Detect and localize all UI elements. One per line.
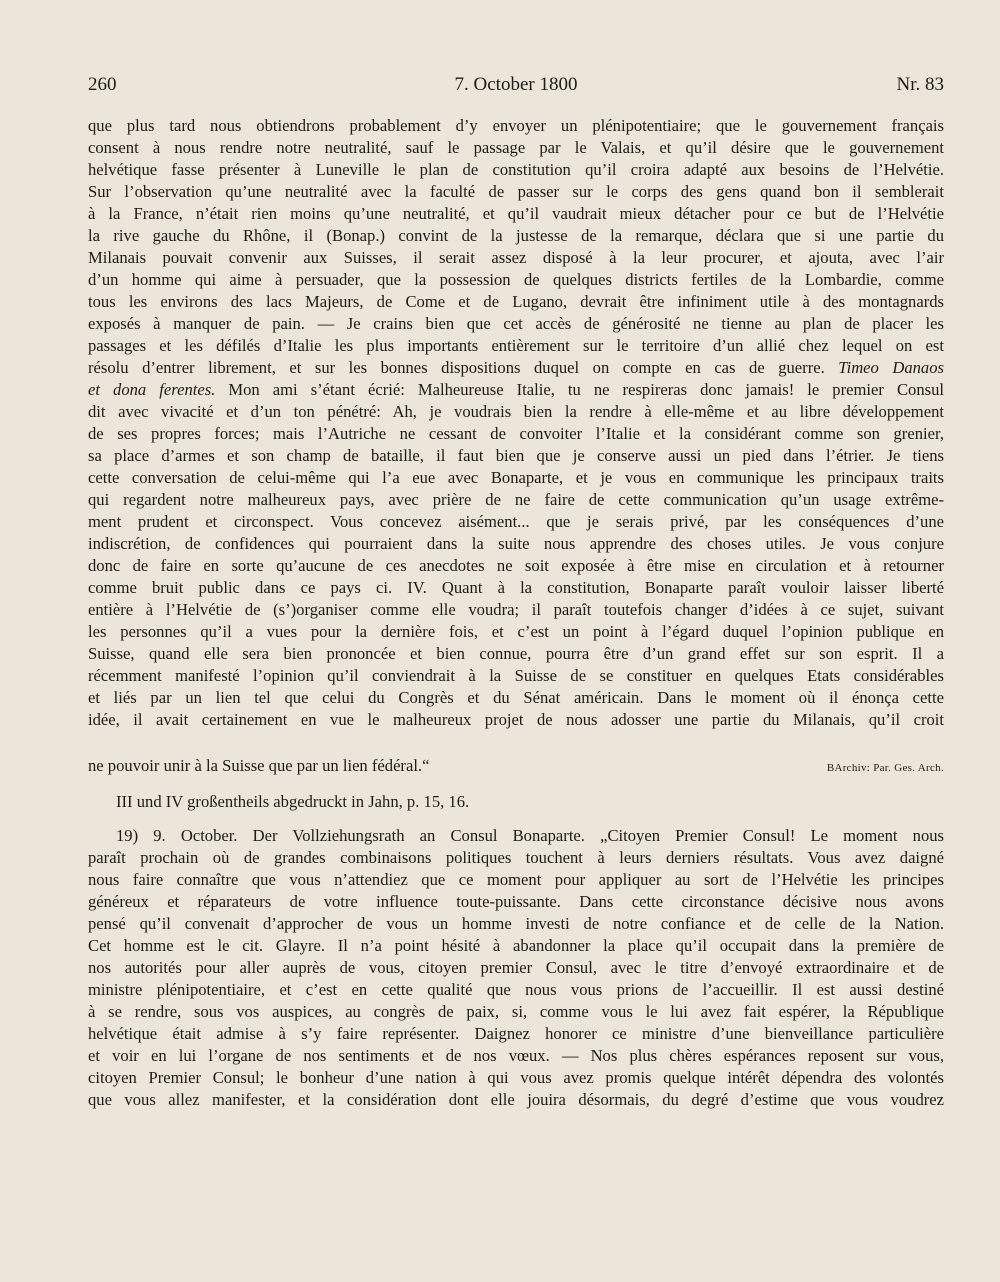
text-line: tous les environs des lacs Majeurs, de Come et de Lugano, devrait être infiniment utile à des montagnards	[88, 292, 944, 311]
running-header	[88, 74, 944, 102]
text-line: nos autorités pour aller auprès de vous, citoyen premier Consul, avec le titre d’envoyé extraordinaire et de	[88, 958, 944, 977]
text-line: idée, il avait certainement en vue le malheureux projet de nous adosser une partie du Milanais, qu’il croit	[88, 710, 944, 729]
text-line: nous faire connaître que vous n’attendiez que ce moment pour appliquer au sort de l’Helvétie les principes	[88, 870, 944, 889]
text-line-with-quote	[88, 379, 944, 401]
latin-quote-part-1: Timeo Danaos	[838, 358, 944, 377]
text-line: les personnes qu’il a vues pour la dernière fois, et c’est un point à l’égard duquel l’opinion publique en	[88, 622, 944, 641]
text-line: la rive gauche du Rhône, il (Bonap.) convint de la justesse de la remarque, déclara que si une partie du	[88, 226, 944, 245]
latin-quote-part-2: et dona ferentes.	[88, 380, 216, 399]
text-line: à se rendre, sous vos auspices, au congrès de paix, si, comme vous le lui avez fait espérer, la République	[88, 1002, 944, 1021]
archive-reference: BArchiv: Par. Ges. Arch.	[826, 762, 944, 774]
page-number: 260	[88, 74, 117, 95]
text-line: paraît prochain où de grandes combinaisons politiques touchent à leurs derniers résultats. Vous avez daigné	[88, 848, 944, 867]
text-line: Cet homme est le cit. Glayre. Il n’a point hésité à abandonner la place qu’il occupait dans la première de	[88, 936, 944, 955]
text-line: donc de faire en sorte qu’aucune de ces anecdotes ne soit exposée à être mise en circulation et à retourner	[88, 556, 944, 575]
text-line: helvétique était admise à s’y faire représenter. Daignez honorer ce ministre d’une bienveillance particulière	[88, 1024, 944, 1043]
text-line: pensé qu’il convenait d’approcher de vous un homme investi de notre confiance et de celle de la Nation.	[88, 914, 944, 933]
text-line: à la France, n’était rien moins qu’une neutralité, et qu’il vaudrait mieux détacher pour ce but de l’Helvétie	[88, 204, 944, 223]
text-line: ment prudent et circonspect. Vous concevez aisément... que je serais privé, par les conséquences d’une	[88, 512, 944, 531]
text-line: dit avec vivacité et d’un ton pénétré: Ah, je voudrais bien la rendre à elle-même et au libre développement	[88, 402, 944, 421]
text-line: entière à l’Helvétie de (s’)organiser comme elle voudra; il paraît toutefois changer d’idées à ce sujet, suivant	[88, 600, 944, 619]
text-line: consent à nous rendre notre neutralité, sauf le passage par le Valais, et qu’il désire que le gouvernement	[88, 138, 944, 157]
editorial-note: III und IV großentheils abgedruckt in Jahn, p. 15, 16.	[116, 792, 470, 811]
text-line: comme bruit public dans ce pays ci. IV. Quant à la constitution, Bonaparte paraît vouloir laisser liberté	[88, 578, 944, 597]
text-line: passages et les défilés d’Italie les plus importants entièrement sur le territoire d’un allié chez lequel on est	[88, 336, 944, 355]
text-line: ministre plénipotentiaire, et c’est en cette qualité que nous vous prions de l’accueillir. Il est aussi destiné	[88, 980, 944, 999]
text-line-rest: Mon ami s’étant écrié: Malheureuse Italie, tu ne respireras donc jamais! le premier Consul	[228, 380, 944, 399]
text-line: d’un homme qui aime à persuader, que la possession de quelques districts fertiles de la Lombardie, comme	[88, 270, 944, 289]
text-line: que plus tard nous obtiendrons probablement d’y envoyer un plénipotentiaire; que le gouvernement français	[88, 116, 944, 135]
text-line: qui regardent notre malheureux pays, avec prière de ne faire de cette communication qu’un usage extrême-	[88, 490, 944, 509]
text-line: sa place d’armes et son champ de bataille, il faut bien que je conserve aussi un pied dans l’étrier. Je tiens	[88, 446, 944, 465]
text-line-final: ne pouvoir unir à la Suisse que par un lien fédéral.“	[88, 756, 430, 775]
text-line: et voir en lui l’organe de nos sentiments et de nos vœux. — Nos plus chères espérances reposent sur vous,	[88, 1046, 944, 1065]
text-line-start: résolu d’entrer librement, et sur les bonnes dispositions duquel on compte en cas de guerre.	[88, 358, 825, 377]
text-line: cette conversation de celui-même qui l’a eue avec Bonaparte, et je vous en communique les principaux traits	[88, 468, 944, 487]
text-line: Suisse, quand elle sera bien prononcée et bien connue, pourra être d’un grand effet sur son esprit. Il a	[88, 644, 944, 663]
text-line: que vous allez manifester, et la considération dont elle jouira désormais, du degré d’estime que vous voudrez	[88, 1090, 944, 1109]
text-line-with-quote	[88, 357, 944, 379]
text-line: et liés par un lien tel que celui du Congrès et du Sénat américain. Dans le moment où il énonça cette	[88, 688, 944, 707]
entry-heading-line: 19) 9. October. Der Vollziehungsrath an Consul Bonaparte. „Citoyen Premier Consul! Le moment nous	[116, 826, 944, 845]
document-number: Nr. 83	[896, 74, 944, 95]
text-line: exposés à manquer de pain. — Je crains bien que cet accès de générosité ne tienne au plan de placer les	[88, 314, 944, 333]
text-line: récemment manifesté l’opinion qu’il conviendrait à la Suisse de se constituer en quelques Etats considérables	[88, 666, 944, 685]
text-line: citoyen Premier Consul; le bonheur d’une nation à qui vous avez promis quelque intérêt dépendra des volontés	[88, 1068, 944, 1087]
text-line: généreux et réparateurs de votre influence toute-puissante. Dans cette circonstance décisive nous avons	[88, 892, 944, 911]
text-line: Sur l’observation qu’une neutralité avec la faculté de passer sur le corps des gens quand bon il semblerait	[88, 182, 944, 201]
header-date: 7. October 1800	[454, 74, 578, 95]
text-line: indiscrétion, de confidences qui pourraient dans la suite nous apprendre des choses utiles. Je vous conjure	[88, 534, 944, 553]
text-line: helvétique fasse présenter à Luneville le plan de constitution qu’il croira adapté aux besoins de l’Helvétie.	[88, 160, 944, 179]
text-line: Milanais pouvait convenir aux Suisses, il serait assez disposé à la leur procurer, et ajouta, avec l’air	[88, 248, 944, 267]
text-line: de ses propres forces; mais l’Autriche ne cessant de convoiter l’Italie et la considérant comme son grenier,	[88, 424, 944, 443]
